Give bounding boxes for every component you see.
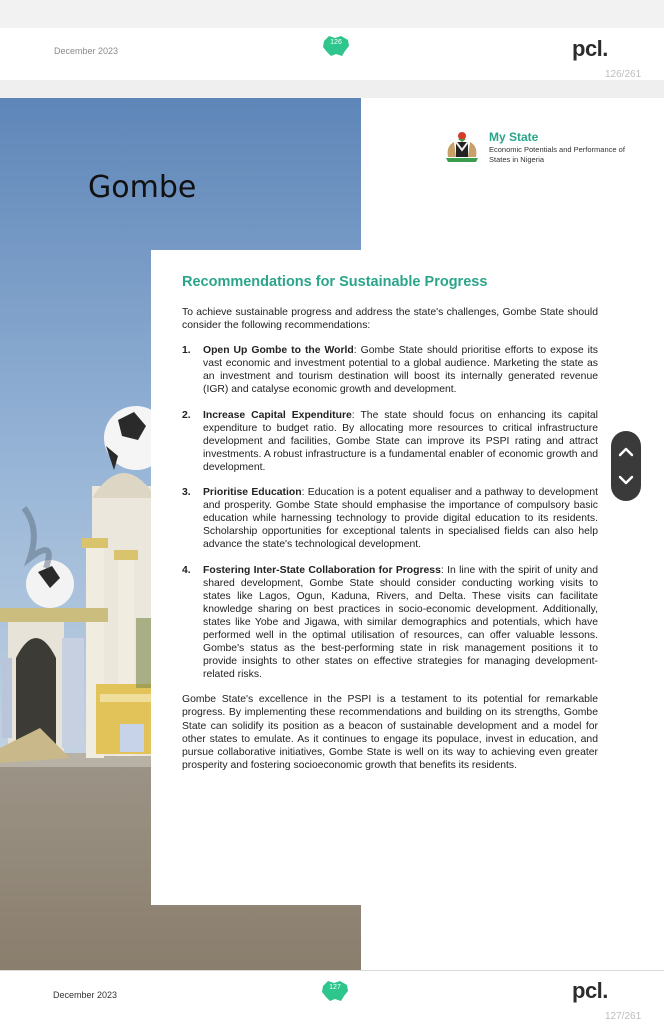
page-scroll-controls — [611, 431, 641, 501]
section-heading: Recommendations for Sustainable Progress — [182, 274, 488, 290]
recommendation-label: Open Up Gombe to the World — [203, 345, 354, 357]
chevron-up-icon — [611, 437, 641, 467]
recommendation-label: Fostering Inter-State Collaboration for Progress — [203, 564, 441, 576]
state-title: Gombe — [88, 170, 197, 205]
logo-subtitle: Economic Potentials and Performance of States in Nigeria — [489, 145, 625, 164]
recommendations-card — [151, 250, 624, 905]
recommendation-number: 2. — [182, 409, 191, 421]
page-gap — [0, 80, 664, 98]
recommendation-item — [182, 486, 598, 551]
page-date: December 2023 — [53, 990, 118, 1000]
brand-logo: pcl. — [572, 36, 608, 61]
recommendation-number: 3. — [182, 487, 191, 499]
intro-paragraph: To achieve sustainable progress and address the state's challenges, Gombe State should consider the following recommendations: — [182, 307, 598, 332]
recommendation-item — [182, 344, 598, 396]
page-number-badge — [321, 980, 349, 1002]
chevron-down-icon — [611, 465, 641, 495]
recommendation-label: Increase Capital Expenditure — [203, 409, 352, 421]
recommendation-text: : In line with the spirit of unity and shared development, Gombe State should consider conducting working visits to states like Lagos, Ogun, Kaduna, Rivers, and Delta. These visits can facilitate knowledge sharing on best practices in socio-economic development. Additionally, states like Yobe and Jigawa, with similar demographics and potentials, which have performed well in the optimal utilisation of resources, can offer valuable lessons. Gombe's status as the best-performing state in risk management positions it to provide insights to other states on effective strategies for managing development-related risks. — [203, 564, 598, 681]
top-strip — [0, 0, 664, 29]
page-number: 127 — [329, 984, 341, 991]
recommendation-text: : Education is a potent equaliser and a pathway to development and prosperity. Gombe State should emphasise the importance of compulsory basic education while harnessing technology to provide digital education to its residents. Scholarship opportunities for exceptional talents in specialised fields can also help advance the state's technological development. — [203, 487, 598, 551]
nigeria-coat-of-arms-icon — [442, 128, 482, 168]
recommendation-item — [182, 409, 598, 474]
section-body — [182, 306, 598, 784]
page-counter: 126/261 — [605, 69, 642, 80]
page-number: 126 — [330, 39, 342, 46]
logo-title: My State — [489, 130, 539, 144]
page-date: December 2023 — [54, 46, 119, 56]
brand-logo: pcl. — [572, 978, 608, 1003]
recommendation-number: 1. — [182, 345, 191, 357]
scroll-up-button[interactable] — [611, 437, 641, 467]
recommendation-text: : The state should focus on enhancing its capital expenditure to budget ratio. By allocating more resources to critical infrastructure development and facilities, Gombe State can improve its PSPI rating and attract investments. A robust infrastructure is a fundamental enabler of economic growth and development. — [203, 409, 598, 473]
conclusion-paragraph: Gombe State's excellence in the PSPI is a testament to its potential for remarkable progress. By implementing these recommendations and building on its strengths, Gombe State can solidify its position as a beacon of sustainable development and a model for other states to emulate. As it continues to engage its populace, invest in education, and pursue collaborative initiatives, Gombe State is well on its way to achieving even greater prosperity and fostering socioeconomic growth that benefits its residents. — [182, 694, 598, 771]
page-number-badge — [322, 35, 350, 57]
recommendation-text: : Gombe State should prioritise efforts to expose its vast economic and investment potential to a global audience. Marketing the state as an investment and tourism destination will boost its internally generated revenue (IGR) and catalyse economic growth and development. — [203, 345, 598, 396]
my-state-logo — [442, 128, 642, 168]
recommendation-label: Prioritise Education — [203, 487, 302, 499]
recommendation-item — [182, 564, 598, 682]
scroll-down-button[interactable] — [611, 465, 641, 495]
recommendation-number: 4. — [182, 564, 191, 576]
page-counter: 127/261 — [605, 1011, 642, 1022]
